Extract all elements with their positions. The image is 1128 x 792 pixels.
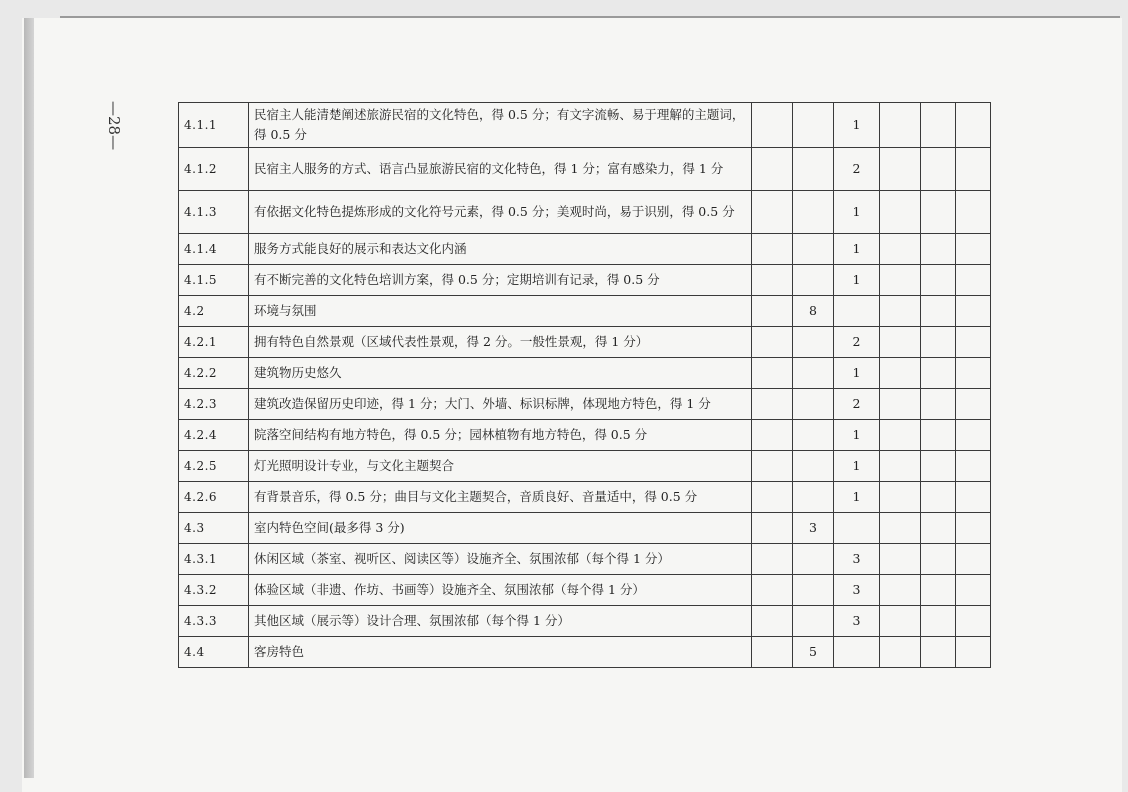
item-code: 4.1.2 — [179, 148, 249, 191]
table-row — [179, 265, 991, 296]
scan-edge — [24, 18, 34, 778]
table-row — [179, 544, 991, 575]
blank-cell — [956, 575, 991, 606]
item-score — [834, 513, 880, 544]
item-description: 有背景音乐，得 0.5 分；曲目与文化主题契合，音质良好、音量适中，得 0.5 分 — [249, 482, 752, 513]
item-code: 4.2.1 — [179, 327, 249, 358]
item-description: 民宿主人能清楚阐述旅游民宿的文化特色，得 0.5 分；有文字流畅、易于理解的主题词，得 0.5 分 — [249, 103, 752, 148]
blank-cell — [880, 265, 921, 296]
table-row — [179, 482, 991, 513]
blank-cell — [880, 234, 921, 265]
blank-cell — [880, 451, 921, 482]
blank-cell — [752, 575, 793, 606]
item-score: 3 — [834, 544, 880, 575]
item-description: 有不断完善的文化特色培训方案，得 0.5 分；定期培训有记录，得 0.5 分 — [249, 265, 752, 296]
blank-cell — [880, 606, 921, 637]
item-score: 1 — [834, 103, 880, 148]
item-score: 1 — [834, 191, 880, 234]
blank-cell — [956, 358, 991, 389]
table-row — [179, 234, 991, 265]
item-score: 3 — [834, 575, 880, 606]
blank-cell — [880, 482, 921, 513]
scoring-table — [178, 102, 991, 668]
item-description: 有依据文化特色提炼形成的文化符号元素，得 0.5 分；美观时尚，易于识别，得 0.5 分 — [249, 191, 752, 234]
blank-cell — [956, 327, 991, 358]
blank-cell — [921, 234, 956, 265]
item-score: 1 — [834, 420, 880, 451]
table-row — [179, 296, 991, 327]
blank-cell — [956, 513, 991, 544]
blank-cell — [956, 148, 991, 191]
blank-cell — [921, 420, 956, 451]
section-score: 8 — [793, 296, 834, 327]
section-score — [793, 148, 834, 191]
section-score — [793, 420, 834, 451]
blank-cell — [752, 389, 793, 420]
table-row — [179, 637, 991, 668]
item-description: 民宿主人服务的方式、语言凸显旅游民宿的文化特色，得 1 分；富有感染力，得 1 分 — [249, 148, 752, 191]
blank-cell — [956, 482, 991, 513]
item-score — [834, 296, 880, 327]
blank-cell — [752, 513, 793, 544]
table-row — [179, 191, 991, 234]
table-row — [179, 358, 991, 389]
blank-cell — [880, 191, 921, 234]
item-description: 休闲区域（茶室、视听区、阅读区等）设施齐全、氛围浓郁（每个得 1 分） — [249, 544, 752, 575]
item-code: 4.1.3 — [179, 191, 249, 234]
blank-cell — [956, 296, 991, 327]
section-score — [793, 265, 834, 296]
item-code: 4.4 — [179, 637, 249, 668]
blank-cell — [956, 637, 991, 668]
item-code: 4.3.3 — [179, 606, 249, 637]
item-description: 灯光照明设计专业，与文化主题契合 — [249, 451, 752, 482]
table-row — [179, 103, 991, 148]
item-description: 环境与氛围 — [249, 296, 752, 327]
blank-cell — [921, 606, 956, 637]
table-row — [179, 451, 991, 482]
blank-cell — [956, 451, 991, 482]
blank-cell — [956, 420, 991, 451]
blank-cell — [752, 296, 793, 327]
item-code: 4.2.6 — [179, 482, 249, 513]
blank-cell — [921, 148, 956, 191]
section-score — [793, 191, 834, 234]
item-code: 4.2.3 — [179, 389, 249, 420]
section-score — [793, 327, 834, 358]
blank-cell — [880, 296, 921, 327]
item-score — [834, 637, 880, 668]
blank-cell — [752, 420, 793, 451]
item-description: 建筑改造保留历史印迹，得 1 分；大门、外墙、标识标牌，体现地方特色，得 1 分 — [249, 389, 752, 420]
section-score — [793, 358, 834, 389]
item-score: 1 — [834, 358, 880, 389]
section-score: 5 — [793, 637, 834, 668]
blank-cell — [921, 296, 956, 327]
blank-cell — [921, 358, 956, 389]
blank-cell — [921, 103, 956, 148]
blank-cell — [921, 389, 956, 420]
item-description: 拥有特色自然景观（区域代表性景观，得 2 分。一般性景观，得 1 分） — [249, 327, 752, 358]
blank-cell — [752, 191, 793, 234]
item-code: 4.1.4 — [179, 234, 249, 265]
table-row — [179, 575, 991, 606]
item-code: 4.2 — [179, 296, 249, 327]
blank-cell — [752, 234, 793, 265]
section-score — [793, 234, 834, 265]
blank-cell — [880, 358, 921, 389]
item-description: 体验区域（非遗、作坊、书画等）设施齐全、氛围浓郁（每个得 1 分） — [249, 575, 752, 606]
item-description: 院落空间结构有地方特色，得 0.5 分；园林植物有地方特色，得 0.5 分 — [249, 420, 752, 451]
item-score: 3 — [834, 606, 880, 637]
item-description: 建筑物历史悠久 — [249, 358, 752, 389]
item-code: 4.2.5 — [179, 451, 249, 482]
table-row — [179, 420, 991, 451]
scan-top-edge — [60, 16, 1120, 18]
section-score — [793, 451, 834, 482]
blank-cell — [880, 148, 921, 191]
item-score: 1 — [834, 234, 880, 265]
blank-cell — [880, 420, 921, 451]
blank-cell — [921, 544, 956, 575]
blank-cell — [880, 575, 921, 606]
blank-cell — [956, 234, 991, 265]
item-description: 其他区域（展示等）设计合理、氛围浓郁（每个得 1 分） — [249, 606, 752, 637]
table-row — [179, 606, 991, 637]
blank-cell — [752, 327, 793, 358]
item-code: 4.3 — [179, 513, 249, 544]
table-row — [179, 389, 991, 420]
item-score: 2 — [834, 148, 880, 191]
item-code: 4.2.4 — [179, 420, 249, 451]
blank-cell — [752, 358, 793, 389]
section-score: 3 — [793, 513, 834, 544]
blank-cell — [752, 606, 793, 637]
section-score — [793, 544, 834, 575]
item-code: 4.3.2 — [179, 575, 249, 606]
item-score: 2 — [834, 327, 880, 358]
item-score: 1 — [834, 482, 880, 513]
blank-cell — [956, 606, 991, 637]
item-code: 4.1.1 — [179, 103, 249, 148]
section-score — [793, 389, 834, 420]
blank-cell — [921, 575, 956, 606]
blank-cell — [752, 451, 793, 482]
blank-cell — [752, 148, 793, 191]
item-score: 1 — [834, 451, 880, 482]
table-row — [179, 513, 991, 544]
blank-cell — [752, 544, 793, 575]
item-score: 2 — [834, 389, 880, 420]
item-code: 4.3.1 — [179, 544, 249, 575]
blank-cell — [752, 103, 793, 148]
blank-cell — [921, 637, 956, 668]
blank-cell — [921, 513, 956, 544]
section-score — [793, 575, 834, 606]
item-description: 服务方式能良好的展示和表达文化内涵 — [249, 234, 752, 265]
item-score: 1 — [834, 265, 880, 296]
item-description: 客房特色 — [249, 637, 752, 668]
table-row — [179, 148, 991, 191]
table-row — [179, 327, 991, 358]
blank-cell — [880, 637, 921, 668]
item-description: 室内特色空间(最多得 3 分) — [249, 513, 752, 544]
blank-cell — [956, 103, 991, 148]
blank-cell — [956, 544, 991, 575]
blank-cell — [880, 103, 921, 148]
blank-cell — [880, 327, 921, 358]
blank-cell — [752, 265, 793, 296]
blank-cell — [921, 482, 956, 513]
page-number: —28— — [105, 101, 123, 151]
blank-cell — [880, 544, 921, 575]
blank-cell — [956, 265, 991, 296]
blank-cell — [880, 513, 921, 544]
section-score — [793, 103, 834, 148]
blank-cell — [752, 482, 793, 513]
blank-cell — [921, 327, 956, 358]
item-code: 4.2.2 — [179, 358, 249, 389]
item-code: 4.1.5 — [179, 265, 249, 296]
blank-cell — [921, 265, 956, 296]
blank-cell — [956, 389, 991, 420]
blank-cell — [880, 389, 921, 420]
blank-cell — [921, 191, 956, 234]
blank-cell — [752, 637, 793, 668]
section-score — [793, 606, 834, 637]
blank-cell — [956, 191, 991, 234]
blank-cell — [921, 451, 956, 482]
section-score — [793, 482, 834, 513]
